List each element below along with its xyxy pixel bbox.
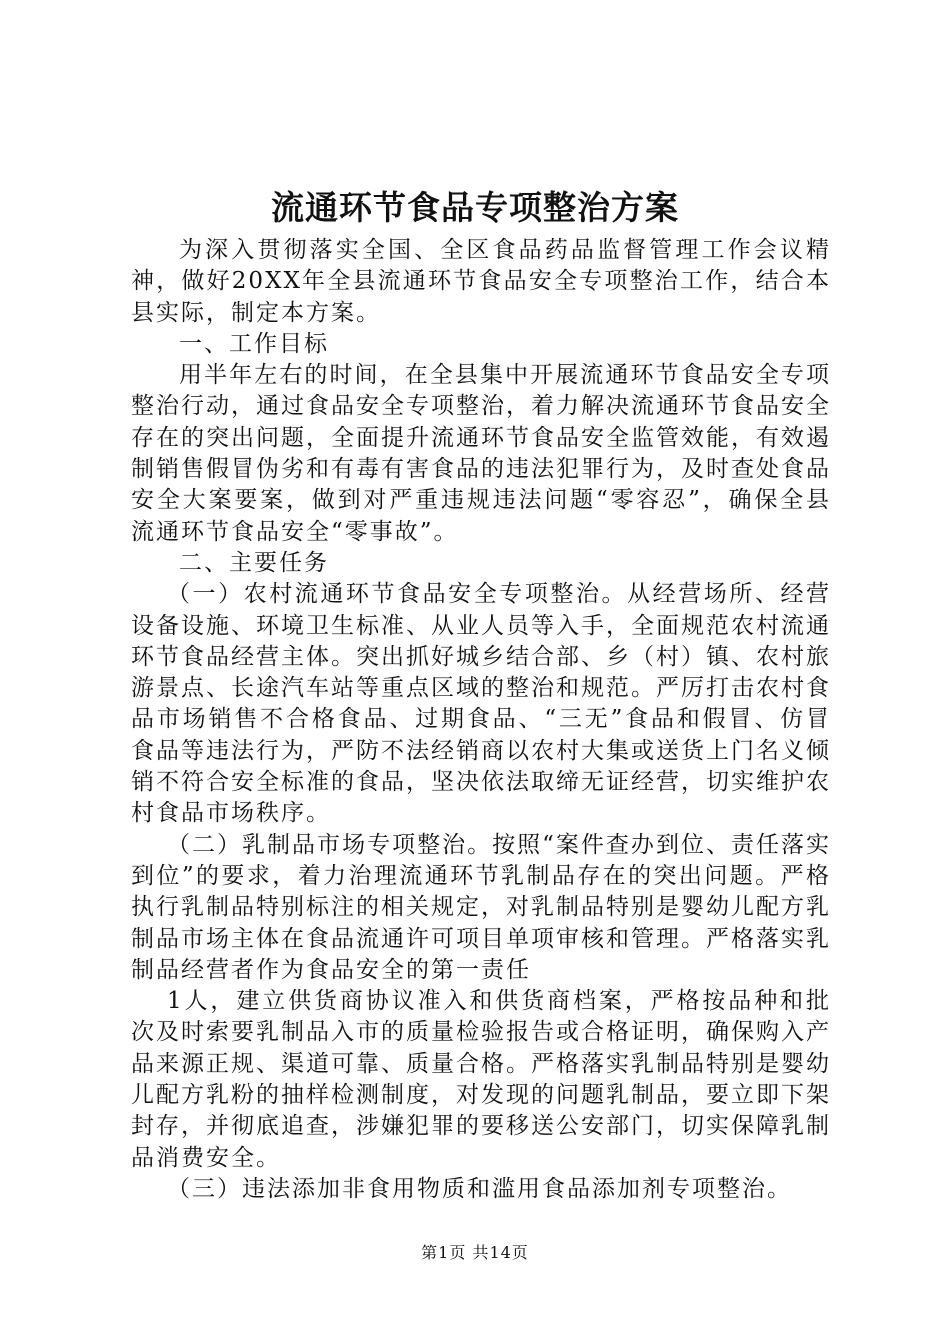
page-footer: 第1页 共14页 [421, 1243, 529, 1262]
goals-paragraph: 用半年左右的时间，在全县集中开展流通环节食品安全专项整治行动，通过食品安全专项整治，着力解决流通环节食品安全存在的突出问题，全面提升流通环节食品安全监管效能，有效遏制销售假冒伪劣和有毒有害食品的违法犯罪行为，及时查处食品安全大案要案，做到对严重违规违法问题“零容忍”，确保全县流通环节食品安全“零事故”。 [131, 362, 831, 545]
task-2-continued-paragraph: 1人，建立供货商协议准入和供货商档案，严格按品种和批次及时索要乳制品入市的质量检验报告或合格证明，确保购入产品来源正规、渠道可靠、质量合格。严格落实乳制品特别是婴幼儿配方乳粉的抽样检测制度，对发现的问题乳制品，要立即下架封存，并彻底追查，涉嫌犯罪的要移送公安部门，切实保障乳制品消费安全。 [131, 988, 831, 1171]
task-3-paragraph: （三）违法添加非食用物质和滥用食品添加剂专项整治。 [167, 1175, 792, 1202]
intro-paragraph: 为深入贯彻落实全国、全区食品药品监督管理工作会议精神，做好20XX年全县流通环节食品安全专项整治工作，结合本县实际，制定本方案。 [131, 237, 831, 326]
task-1-paragraph: （一）农村流通环节食品安全专项整治。从经营场所、经营设备设施、环境卫生标准、从业人员等入手，全面规范农村流通环节食品经营主体。突出抓好城乡结合部、乡（村）镇、农村旅游景点、长途汽车站等重点区域的整治和规范。严厉打击农村食品市场销售不合格食品、过期食品、“三无”食品和假冒、仿冒食品等违法行为，严防不法经销商以农村大集或送货上门名义倾销不符合安全标准的食品，坚决依法取缔无证经营，切实维护农村食品市场秩序。 [131, 581, 831, 827]
task-2-paragraph: （二）乳制品市场专项整治。按照“案件查办到位、责任落实到位”的要求，着力治理流通环节乳制品存在的突出问题。严格执行乳制品特别标注的相关规定，对乳制品特别是婴幼儿配方乳制品市场主体在食品流通许可项目单项审核和管理。严格落实乳制品经营者作为食品安全的第一责任 [131, 831, 831, 983]
document-body [131, 235, 831, 1205]
section-heading-goals: 一、工作目标 [179, 330, 329, 357]
section-heading-tasks: 二、主要任务 [179, 549, 329, 576]
document-title: 流通环节食品专项整治方案 [271, 188, 679, 227]
